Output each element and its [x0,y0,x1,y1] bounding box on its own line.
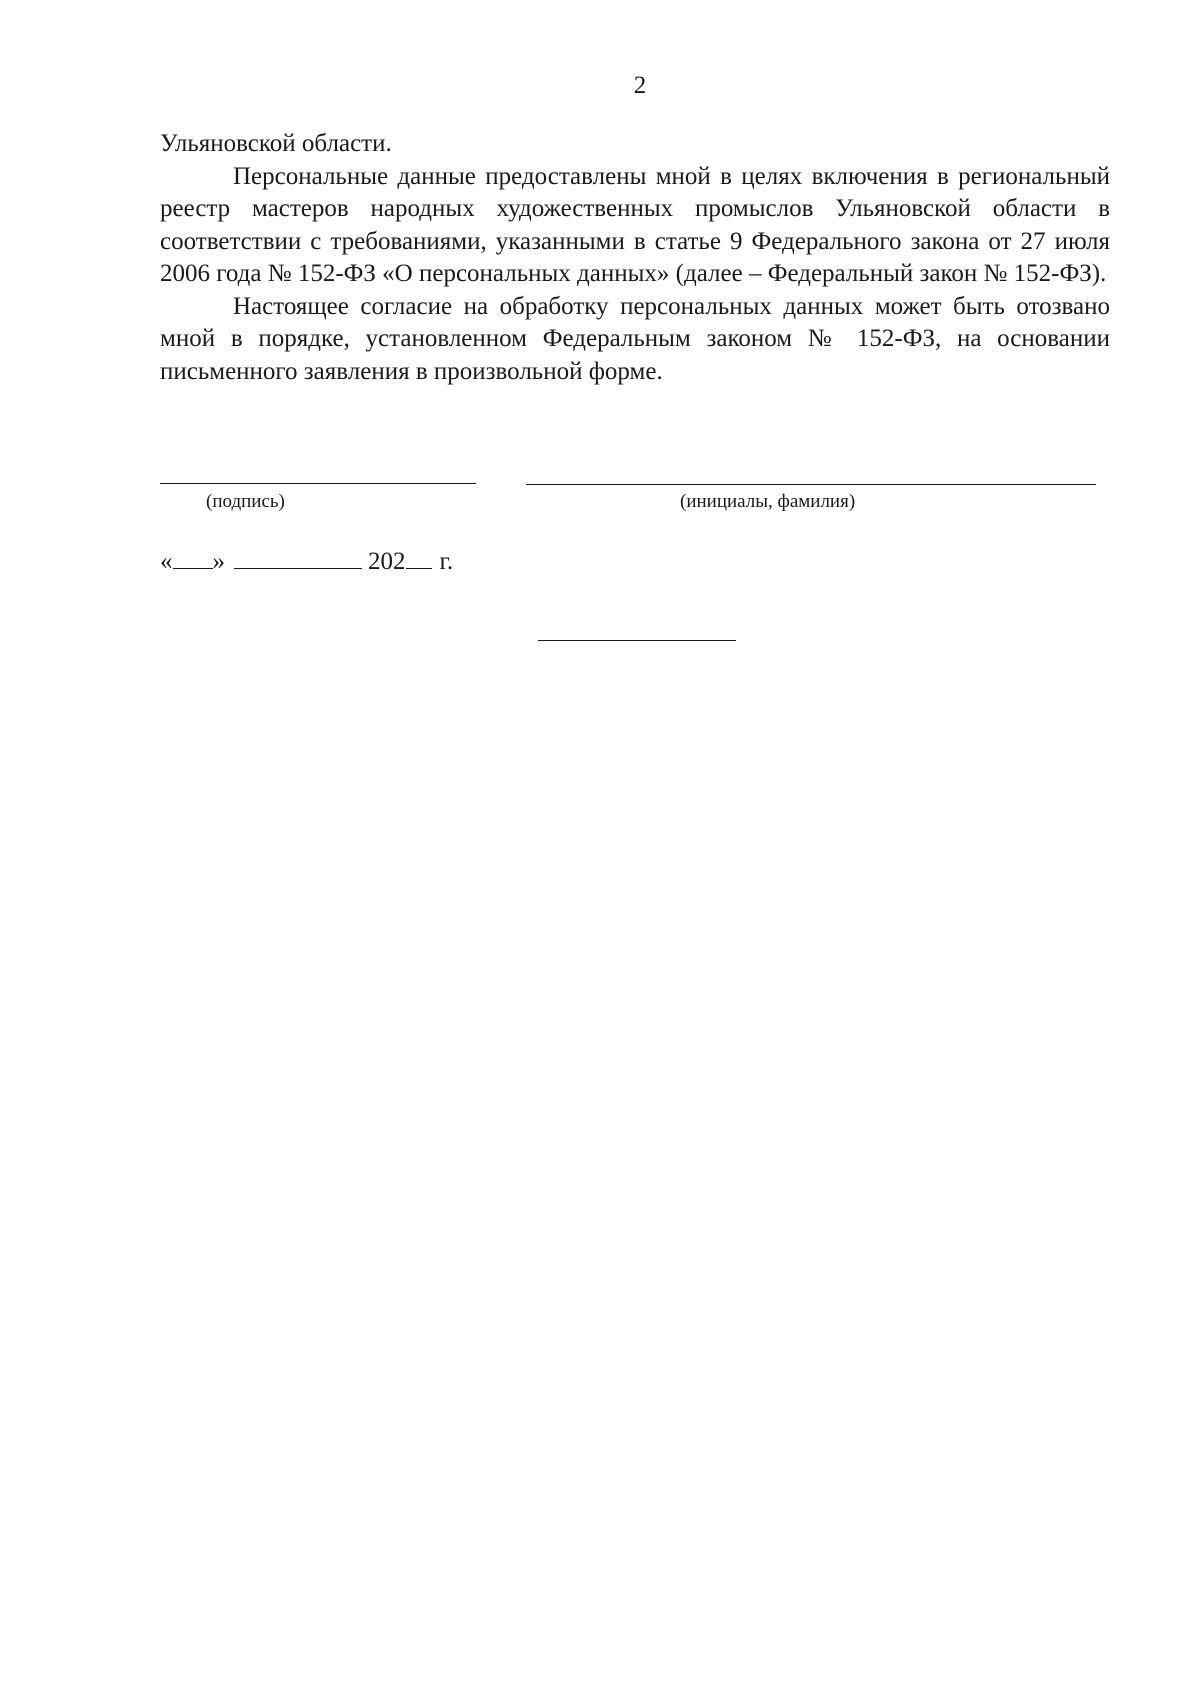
name-line [526,484,1096,485]
day-blank [173,546,213,569]
signature-caption: (подпись) [206,491,285,512]
name-caption: (инициалы, фамилия) [680,491,856,512]
end-of-document-rule [538,640,736,641]
month-blank [234,546,362,569]
signature-line [160,483,476,484]
paragraph-purpose: Персональные данные предоставлены мной в целях включения в региональный реестр мастеров народных художественных промыслов Ульяновской области в соответствии с требованиями, указанными в статье 9 Федерального закона от 27 июля 2006 года № 152-ФЗ «О персональных данных» (далее – Федеральный закон № 152-ФЗ). [160,162,1110,287]
year-blank [406,546,432,569]
document-body [160,128,1110,388]
date-open-quote: « [160,548,173,575]
date-line [160,546,453,576]
date-close-quote: » [212,548,225,575]
paragraph-continuation: Ульяновской области. [160,130,392,157]
page-number: 2 [633,72,647,99]
paragraph-revocation: Настоящее согласие на обработку персональных данных может быть отозвано мной в порядке, установленном Федеральным законом № 152-ФЗ, на основании письменного заявления в произвольной форме. [160,292,1110,385]
year-suffix: г. [439,548,454,575]
year-prefix: 202 [368,548,406,575]
